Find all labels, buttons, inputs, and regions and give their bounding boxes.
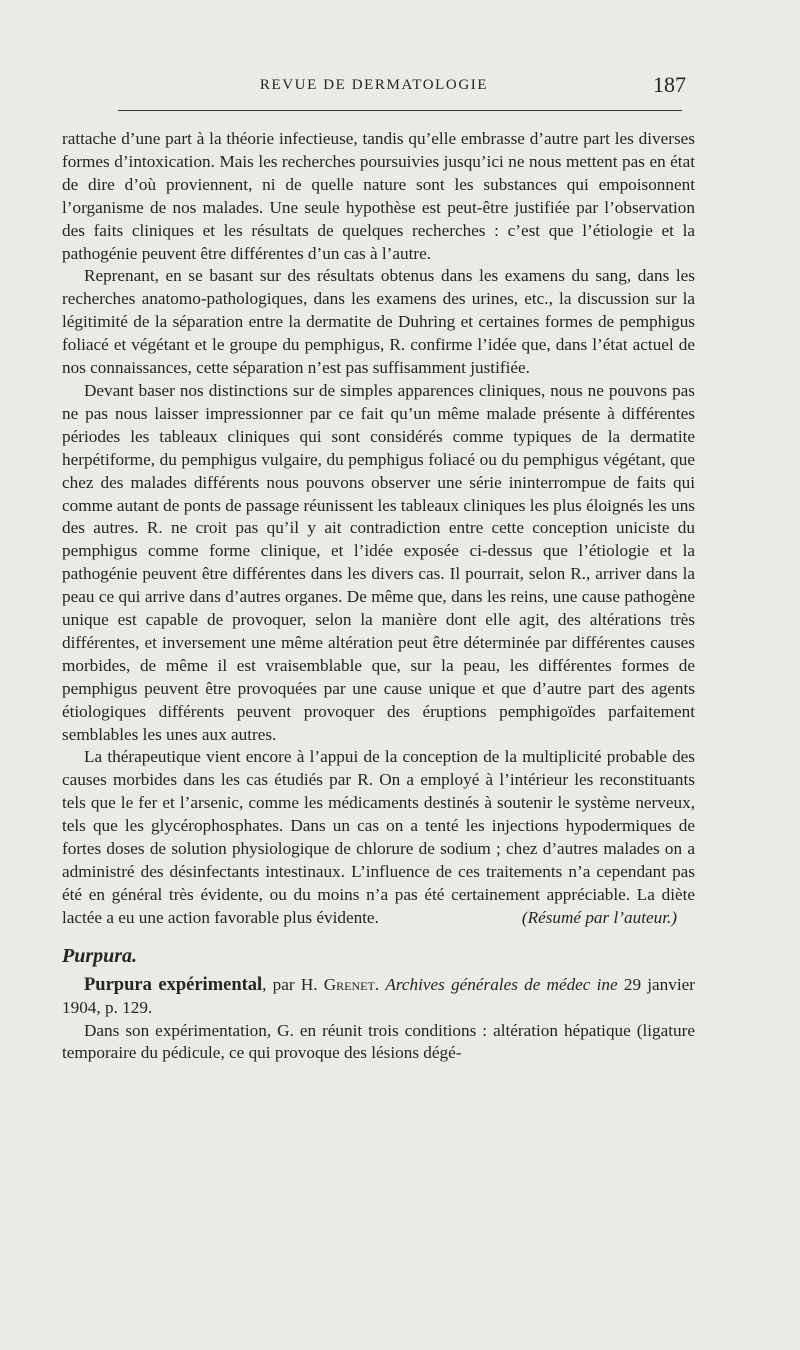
paragraph-text: La thérapeutique vient encore à l’appui de la conception de la multiplicité probable des causes morbides dans les cas étudiés par R. On a employé à l’intérieur les reconstituants tels que le fer et l’arsenic, comme les médicaments destinés à soutenir le système nerveux, tels que les glycérophosphates. Dans un cas on a tenté les injections hypodermiques de fortes doses de solution physiologique de chlorure de sodium ; chez d’autres malades on a administré des désinfectants intestinaux. L’influence de ces traitements n’a cependant pas été en général très évidente, ou du moins n’a pas été certainement appréciable. La diète lactée a eu une action favorable plus évidente.: [62, 747, 695, 927]
bibliographic-entry: [62, 974, 695, 1020]
running-title: REVUE DE DERMATOLOGIE: [259, 77, 489, 93]
entry-citation: 29 janvier 1904, p. 129.: [62, 974, 695, 1017]
entry-title: Purpura expérimental: [84, 974, 263, 995]
running-head: [62, 74, 686, 100]
page-number: 187: [653, 72, 686, 97]
header-rule: [118, 110, 682, 111]
section-heading: Purpura.: [62, 944, 138, 967]
paragraph: [62, 746, 695, 929]
paragraph: rattache d’une part à la théorie infectieuse, tandis qu’elle embrasse d’autre part les diverses formes d’intoxication. Mais les recherches poursuivies jusqu’ici ne nous mettent pas en état de dire d’où proviennent, ni de quelle nature sont les substances qui empoisonnent l’organisme de nos malades. Une seule hypothèse est peut-être justifiée par l’observation des faits cliniques et les résultats de quelques recherches : c’est que l’étiologie et la pathogénie peuvent être différentes d’un cas à l’autre.: [62, 129, 695, 263]
entry-by: , par H.: [262, 974, 324, 994]
paragraph: Dans son expérimentation, G. en réunit trois conditions : altération hépatique (ligature temporaire du pédicule, ce qui provoque des lésions dégé-: [62, 1020, 695, 1063]
entry-journal: Archives générales de médec ine: [385, 974, 618, 994]
entry-author-after: .: [374, 974, 386, 994]
entry-author: Grenet: [323, 974, 375, 994]
paragraph: Devant baser nos distinctions sur de simples apparences cliniques, nous ne pouvons pas ne pas nous laisser impressionner par ce fait qu’un même malade présente à différentes périodes les tableaux cliniques qui sont considérés comme typiques de la dermatite herpétiforme, du pemphigus vulgaire, du pemphigus foliacé ou du pemphigus végétant, que chez des malades différents nous pouvons observer une série ininterrompue de faits qui comme autant de ponts de passage réunissent les tableaux cliniques les plus éloignés les uns des autres. R. ne croit pas qu’il y ait contradiction entre cette conception uniciste du pemphigus comme forme clinique, et l’idée exposée ci-dessus que l’étiologie et la pathogénie peuvent être différentes dans les divers cas. Il pourrait, selon R., arriver dans la peau ce qui arrive dans d’autres organes. De même que, dans les reins, une cause pathogène unique est capable de provoquer, selon la manière dont elle agit, des altérations très différentes, et inversement une même altération peut être déterminée par différentes causes morbides, de même il est vraisemblable que, sur la peau, les différentes formes de pemphigus peuvent être provoquées par une cause unique et que d’autre part des agents étiologiques différents peuvent provoquer des éruptions pemphigoïdes parfaitement semblables les unes aux autres.: [62, 380, 695, 744]
body-text: [62, 128, 695, 1065]
paragraph: Reprenant, en se basant sur des résultats obtenus dans les examens du sang, dans les recherches anatomo-pathologiques, dans les examens des urines, etc., la discussion sur la légitimité de la séparation entre la dermatite de Duhring et certaines formes de pemphigus foliacé et végétant et le groupe du pemphigus, R. confirme l’idée que, dans l’état actuel de nos connaissances, cette séparation n’est pas suffisamment justifiée.: [62, 266, 695, 378]
attribution: (Résumé par l’auteur.): [521, 907, 677, 927]
